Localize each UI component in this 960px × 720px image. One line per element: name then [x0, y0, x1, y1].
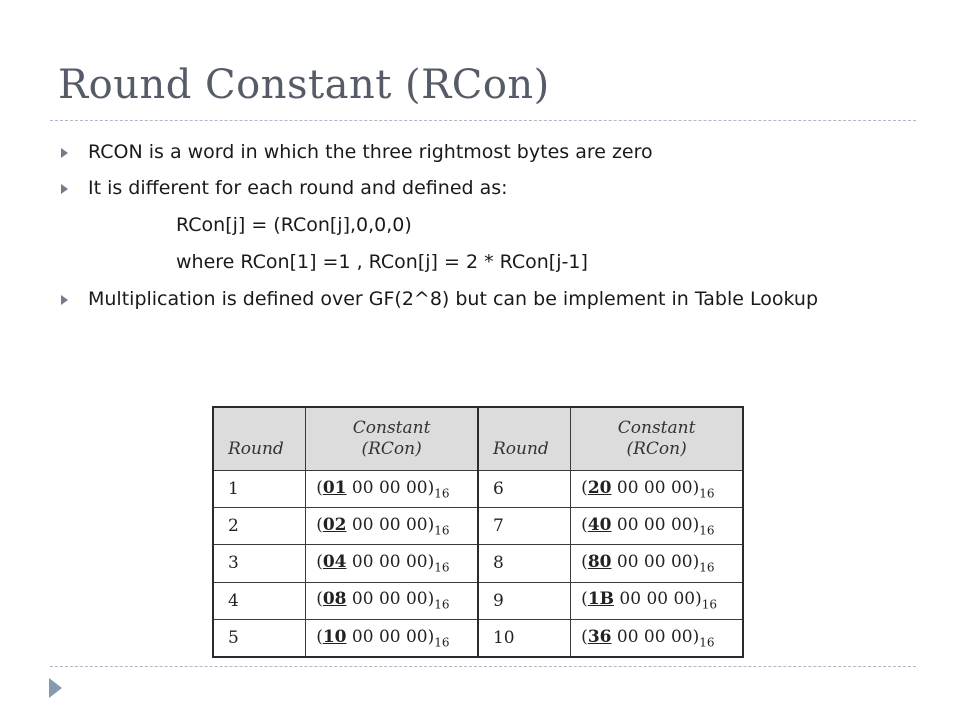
bullet-item: [58, 140, 878, 165]
rcon-cell: (04 00 00 $00)_{16}$: [306, 545, 478, 582]
rcon-cell: (1B 00 00 $00)_{16}$: [571, 582, 743, 619]
table-row: [213, 471, 743, 508]
header-round: Round: [478, 407, 571, 471]
table-row: [213, 545, 743, 582]
round-cell: 4: [213, 582, 306, 619]
title-divider: [50, 120, 916, 121]
bullet-text: RCON is a word in which the three rightmost bytes are zero: [88, 141, 653, 163]
bullet-item: [58, 176, 878, 201]
rcon-table: [212, 406, 744, 658]
footer-divider: [50, 666, 916, 667]
header-round: Round: [213, 407, 306, 471]
formula-line: where RCon[1] =1 , RCon[j] = 2 * RCon[j-1]: [176, 251, 588, 273]
corner-arrow-icon: [49, 678, 62, 698]
formula-line: RCon[j] = (RCon[j],0,0,0): [176, 214, 412, 236]
triangle-bullet-icon: [61, 148, 68, 158]
rcon-cell: (40 00 00 $00)_{16}$: [571, 508, 743, 545]
slide-title: Round Constant (RCon): [58, 62, 550, 108]
bullet-item: [58, 287, 878, 312]
round-cell: 3: [213, 545, 306, 582]
round-cell: 7: [478, 508, 571, 545]
triangle-bullet-icon: [61, 184, 68, 194]
round-cell: 10: [478, 619, 571, 657]
round-cell: 6: [478, 471, 571, 508]
round-cell: 8: [478, 545, 571, 582]
bullet-text: Multiplication is defined over GF(2^8) but can be implement in Table Lookup: [88, 288, 819, 310]
table-header-row: [213, 407, 743, 471]
table-row: [213, 582, 743, 619]
rcon-cell: (36 00 00 $00)_{16}$: [571, 619, 743, 657]
rcon-cell: (02 00 00 $00)_{16}$: [306, 508, 478, 545]
round-cell: 9: [478, 582, 571, 619]
rcon-cell: (80 00 00 $00)_{16}$: [571, 545, 743, 582]
rcon-cell: (01 00 00 $00)_{16}$: [306, 471, 478, 508]
round-cell: 2: [213, 508, 306, 545]
triangle-bullet-icon: [61, 295, 68, 305]
table-row: [213, 619, 743, 657]
round-cell: 5: [213, 619, 306, 657]
round-cell: 1: [213, 471, 306, 508]
rcon-cell: (20 00 00 $00)_{16}$: [571, 471, 743, 508]
header-constant: Constant (RCon): [306, 407, 478, 471]
bullet-list: [58, 134, 878, 312]
rcon-cell: (10 00 00 $00)_{16}$: [306, 619, 478, 657]
header-constant: Constant (RCon): [571, 407, 743, 471]
bullet-text: It is different for each round and defined as:: [88, 177, 508, 199]
table-row: [213, 508, 743, 545]
rcon-cell: (08 00 00 $00)_{16}$: [306, 582, 478, 619]
